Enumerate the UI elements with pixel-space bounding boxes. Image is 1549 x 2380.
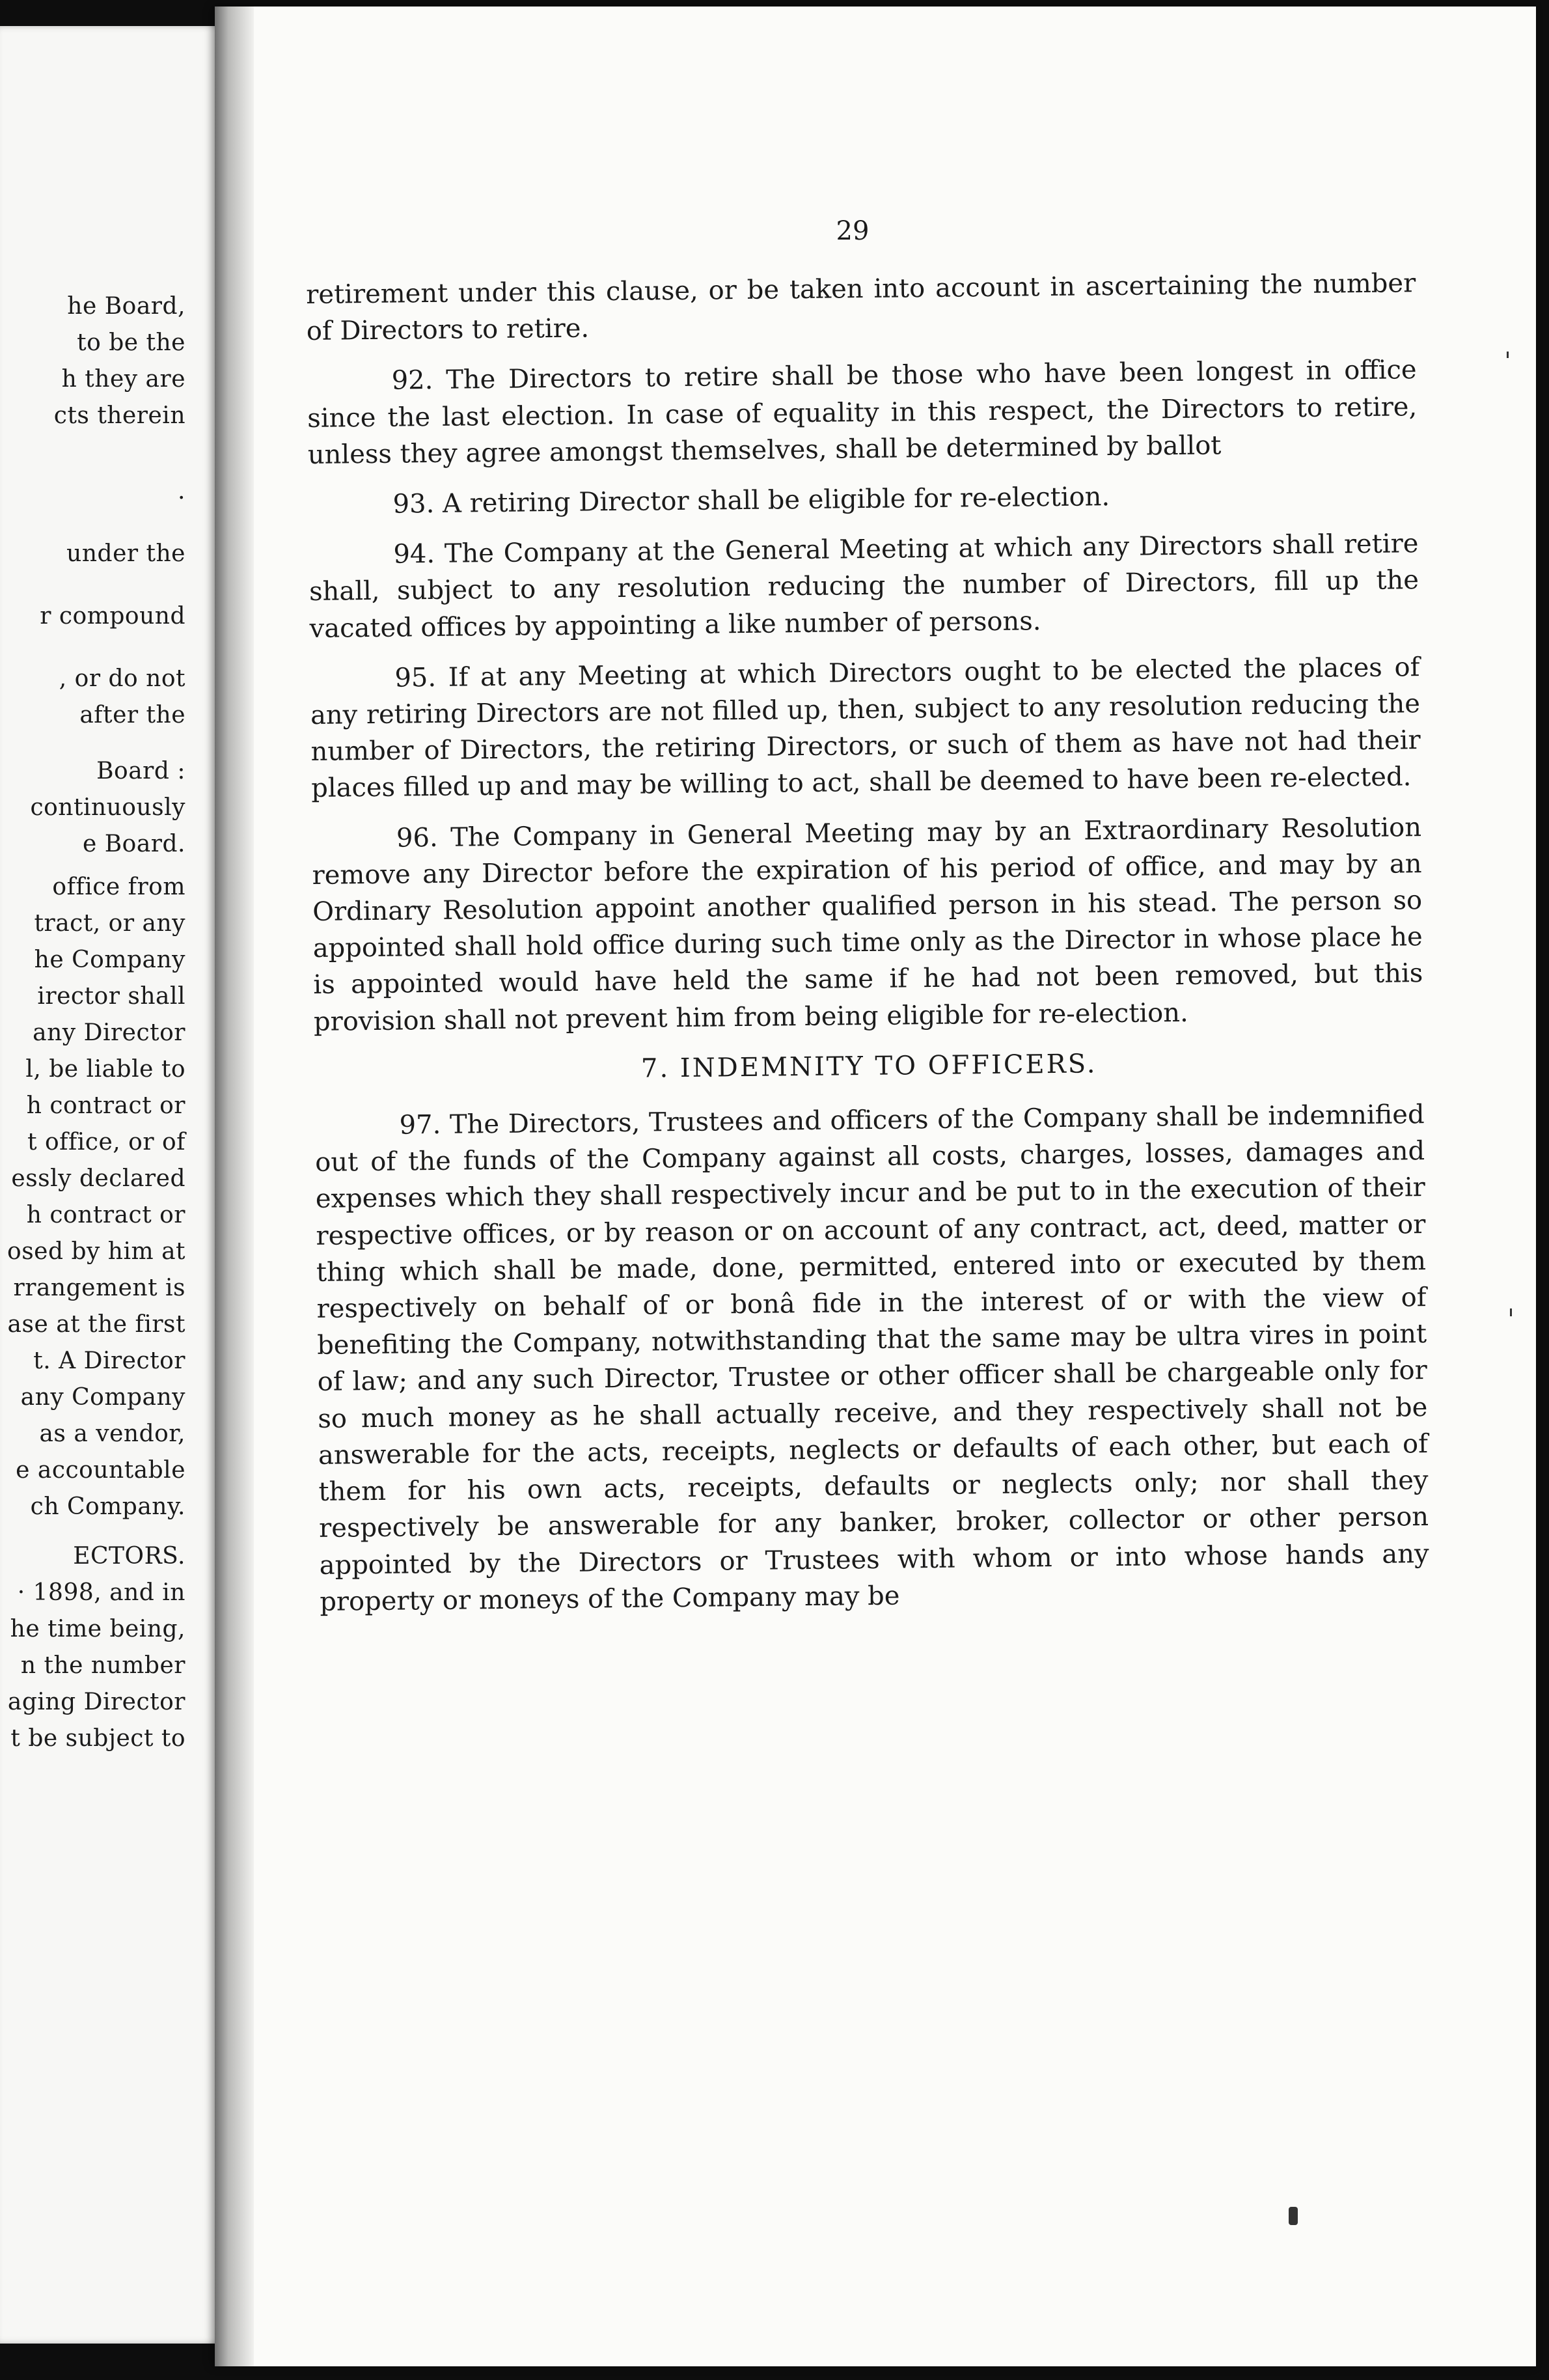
- paragraph-97: 97. The Directors, Trustees and officers of the Company shall be indemnified out of the funds of the Company against all costs, charges, losses, damages and expenses which they shall respectively incur and be put to in the execution of their respective offices, or by reason or on account of any contract, act, deed, matter or thing which shall be made, done, permitted, entered into or executed by them respectively on behalf of or bonâ fide in the interest of or with the view of benefiting the Company, notwithstanding that the same may be ultra vires in point of law; and any such Director, Trustee or other officer shall be chargeable only for so much money as he shall actually receive, and they respectively shall not be answerable for the acts, receipts, neglects or defaults of each other, but each of them for his own acts, receipts, defaults or neglects only; nor shall they respectively be answerable for any banker, broker, collector or other person appointed by the Directors or Trustees with whom or into whose hands any property or moneys of the Company may be: [315, 1100, 1429, 1617]
- left-page-line: t. A Director: [33, 1348, 185, 1374]
- left-page-line: continuously: [30, 794, 185, 821]
- left-page-line: .: [178, 478, 185, 505]
- left-page-line: ase at the first: [7, 1311, 185, 1338]
- left-page-line: h contract or: [26, 1092, 185, 1119]
- left-page-line: Board :: [96, 758, 185, 784]
- left-page-line: after the: [79, 702, 185, 728]
- main-page: [215, 7, 1536, 2366]
- left-page-line: · 1898, and in: [17, 1579, 185, 1606]
- left-page-text: [0, 26, 251, 2344]
- left-page-line: essly declared: [11, 1165, 185, 1192]
- left-page-line: to be the: [77, 329, 185, 356]
- paragraph-92: 92. The Directors to retire shall be those who have been longest in office since the last election. In case of equality in this respect, the Directors to retire, unless they agree amongst themselves, shall be determined by ballot: [307, 355, 1418, 470]
- paragraph-95: 95. If at any Meeting at which Directors ought to be elected the places of any retiring Directors are not filled up, then, subject to any resolution reducing the number of Directors, the retiring Directors, or such of them as have not had their places filled up and may be willing to act, shall be deemed to have been re-elected.: [310, 652, 1421, 804]
- left-page-line: cts therein: [53, 402, 185, 429]
- left-page-line: office from: [52, 874, 185, 900]
- paragraph-94: 94. The Company at the General Meeting at which any Directors shall retire shall, subject to any resolution reducing the number of Directors, fill up the vacated offices by appointing a like number of persons.: [308, 529, 1419, 644]
- left-page-line: r compound: [40, 603, 185, 630]
- left-page-line: h contract or: [26, 1202, 185, 1228]
- left-page-line: ECTORS.: [73, 1543, 185, 1570]
- left-page-line: n the number: [20, 1652, 185, 1679]
- left-page-line: t be subject to: [10, 1725, 185, 1752]
- left-page-line: he Company: [34, 947, 185, 973]
- page-number: 29: [836, 216, 870, 246]
- left-page-line: t office, or of: [27, 1129, 185, 1155]
- scan-speck: [1289, 2207, 1298, 2225]
- page-gutter: [215, 7, 254, 2366]
- page-body: [306, 265, 1430, 1634]
- paragraph-96: 96. The Company in General Meeting may by an Extraordinary Resolution remove any Director before the expiration of his period of office, and may by an Ordinary Resolution appoint another qualified person in his stead. The person so appointed shall hold office during such time only as the Director in whose place he is appointed would have held the same if he had not been removed, but this provision shall not prevent him from being eligible for re-election.: [312, 812, 1423, 1037]
- left-page-line: aging Director: [7, 1689, 185, 1715]
- left-page-fragment: [0, 26, 251, 2344]
- paragraph-continuation: retirement under this clause, or be taken into account in ascertaining the number of Directors to retire.: [306, 268, 1416, 347]
- left-page-line: e accountable: [16, 1457, 185, 1484]
- left-page-line: any Director: [33, 1019, 185, 1046]
- left-page-line: h they are: [61, 366, 185, 393]
- left-page-line: he time being,: [10, 1616, 185, 1642]
- paragraph-93: 93. A retiring Director shall be eligible for re-election.: [392, 482, 1110, 519]
- left-page-line: under the: [66, 540, 185, 567]
- left-page-line: irector shall: [37, 983, 185, 1010]
- left-page-line: rrangement is: [13, 1275, 185, 1301]
- scan-speck: [1507, 352, 1509, 358]
- left-page-line: , or do not: [59, 665, 185, 692]
- left-page-line: l, be liable to: [25, 1056, 185, 1083]
- left-page-line: any Company: [20, 1384, 185, 1411]
- section-heading: 7. INDEMNITY TO OFFICERS.: [640, 1049, 1097, 1084]
- left-page-line: as a vendor,: [39, 1420, 185, 1447]
- left-page-line: ch Company.: [30, 1493, 185, 1520]
- left-page-line: he Board,: [67, 293, 185, 320]
- left-page-line: osed by him at: [7, 1238, 185, 1265]
- left-page-line: tract, or any: [34, 910, 185, 937]
- scan-speck: [1510, 1308, 1512, 1316]
- left-page-line: e Board.: [82, 831, 185, 857]
